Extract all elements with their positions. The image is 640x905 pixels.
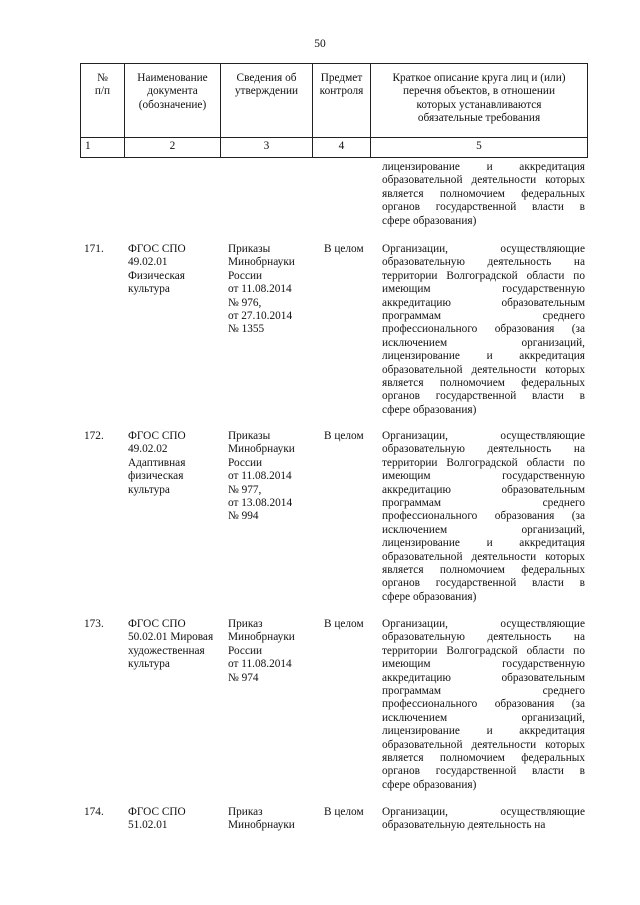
text-line: исключением организаций, (382, 523, 585, 536)
row-subject: В целом (324, 430, 364, 442)
row-number: 172. (84, 430, 104, 442)
text-line: имеющим государственную (382, 658, 585, 671)
text-line: органов государственной власти в (382, 577, 585, 590)
row-subject: В целом (324, 806, 364, 818)
page-number: 50 (314, 38, 326, 50)
text-line: Физическая (128, 269, 185, 282)
text-line: сфере образования) (382, 778, 477, 791)
text-line: 51.02.01 (128, 819, 168, 832)
row-description (382, 161, 585, 228)
text-line: сфере образования) (382, 214, 477, 227)
text-line: сфере образования) (382, 403, 477, 416)
text-line: Минобрнауки (228, 631, 295, 644)
text-line: образовательную деятельность на (382, 819, 546, 832)
header-text: утверждении (234, 85, 299, 98)
row-document (128, 618, 220, 672)
header-col-subject (312, 64, 370, 137)
text-line: № 1355 (228, 323, 265, 336)
text-line: Минобрнауки (228, 256, 295, 269)
column-number: 3 (220, 136, 312, 157)
text-line: профессионального образования (за (382, 323, 585, 336)
text-line: художественная (128, 644, 205, 657)
row-description (382, 806, 585, 833)
row-approval (228, 243, 312, 337)
header-text: обязательные требования (417, 112, 541, 125)
text-line: ФГОС СПО (128, 806, 186, 818)
header-text: п/п (94, 85, 111, 98)
text-line: Организации, осуществляющие (382, 243, 585, 255)
column-number: 4 (312, 136, 370, 157)
text-line: лицензирование и аккредитация (382, 537, 585, 550)
row-description (382, 618, 585, 792)
row-approval (228, 618, 312, 685)
header-text: документа (147, 85, 198, 98)
header-text: которых устанавливаются (416, 98, 542, 111)
text-line: территории Волгоградской области по (382, 269, 585, 282)
text-line: культура (128, 283, 170, 296)
text-line: Приказ (228, 806, 263, 818)
text-line: культура (128, 483, 170, 496)
text-line: лицензирование и аккредитация (382, 161, 585, 173)
row-description (382, 243, 585, 417)
text-line: органов государственной власти в (382, 201, 585, 214)
table-header (80, 63, 588, 138)
text-line: ФГОС СПО (128, 243, 186, 255)
text-line: лицензирование и аккредитация (382, 725, 585, 738)
text-line: профессионального образования (за (382, 698, 585, 711)
text-line: исключением организаций, (382, 711, 585, 724)
text-line: Организации, осуществляющие (382, 618, 585, 630)
text-line: территории Волгоградской области по (382, 456, 585, 469)
text-line: аккредитацию образовательным (382, 483, 585, 496)
text-line: от 27.10.2014 (228, 310, 293, 323)
header-col-number (80, 64, 124, 137)
header-text: Наименование (137, 72, 208, 84)
text-line: Минобрнауки (228, 443, 295, 456)
text-line: от 13.08.2014 (228, 497, 293, 510)
text-line: Минобрнауки (228, 819, 295, 832)
text-line: является полномочием федеральных (382, 564, 585, 577)
text-line: № 994 (228, 510, 259, 523)
text-line: образовательной деятельности которых (382, 550, 585, 563)
text-line: программам среднего (382, 685, 585, 698)
text-line: 49.02.01 (128, 256, 168, 269)
row-number: 174. (84, 806, 104, 818)
text-line: образовательную деятельность на (382, 256, 585, 269)
row-subject: В целом (324, 618, 364, 630)
text-line: программам среднего (382, 310, 585, 323)
text-line: физическая (128, 470, 184, 483)
row-subject: В целом (324, 243, 364, 255)
text-line: территории Волгоградской области по (382, 644, 585, 657)
text-line: Организации, осуществляющие (382, 430, 585, 442)
column-number: 1 (80, 136, 124, 157)
header-text: Сведения об (236, 72, 297, 84)
text-line: России (228, 644, 263, 657)
header-text: Предмет (320, 72, 363, 84)
text-line: аккредитацию образовательным (382, 296, 585, 309)
text-line: образовательную деятельность на (382, 443, 585, 456)
text-line: имеющим государственную (382, 283, 585, 296)
row-document (128, 430, 220, 497)
header-col-document (124, 64, 220, 137)
text-line: аккредитацию образовательным (382, 671, 585, 684)
row-approval (228, 430, 312, 524)
text-line: от 11.08.2014 (228, 470, 292, 483)
header-text: Краткое описание круга лиц и (или) (392, 72, 566, 84)
text-line: Организации, осуществляющие (382, 806, 585, 818)
header-col-description (370, 64, 588, 137)
column-number-row (80, 136, 588, 158)
row-document (128, 806, 220, 833)
text-line: 49.02.02 (128, 443, 168, 456)
header-text: (обозначение) (138, 98, 207, 111)
text-line: ФГОС СПО (128, 618, 186, 630)
text-line: Приказ (228, 618, 263, 630)
text-line: от 11.08.2014 (228, 658, 292, 671)
text-line: образовательной деятельности которых (382, 363, 585, 376)
text-line: России (228, 269, 263, 282)
column-number: 2 (124, 136, 220, 157)
text-line: № 974 (228, 671, 259, 684)
text-line: профессионального образования (за (382, 510, 585, 523)
text-line: является полномочием федеральных (382, 752, 585, 765)
text-line: исключением организаций, (382, 336, 585, 349)
text-line: № 976, (228, 296, 262, 309)
text-line: Приказы (228, 430, 271, 442)
text-line: образовательную деятельность на (382, 631, 585, 644)
text-line: от 11.08.2014 (228, 283, 292, 296)
row-description (382, 430, 585, 604)
text-line: сфере образования) (382, 590, 477, 603)
column-number: 5 (370, 136, 588, 157)
text-line: является полномочием федеральных (382, 187, 585, 200)
header-text: перечня объектов, в отношении (402, 85, 556, 98)
text-line: культура (128, 658, 170, 671)
text-line: ФГОС СПО (128, 430, 186, 442)
text-line: 50.02.01 Мировая (128, 631, 214, 644)
text-line: России (228, 456, 263, 469)
row-number: 171. (84, 243, 104, 255)
text-line: Приказы (228, 243, 271, 255)
header-text: контроля (319, 85, 364, 98)
text-line: образовательной деятельности которых (382, 738, 585, 751)
text-line: образовательной деятельности которых (382, 174, 585, 187)
text-line: имеющим государственную (382, 470, 585, 483)
text-line: является полномочием федеральных (382, 377, 585, 390)
text-line: программам среднего (382, 497, 585, 510)
header-col-approval (220, 64, 312, 137)
text-line: Адаптивная (128, 456, 186, 469)
row-document (128, 243, 220, 297)
row-approval (228, 806, 312, 833)
text-line: органов государственной власти в (382, 765, 585, 778)
header-text: № (97, 72, 108, 84)
row-number: 173. (84, 618, 104, 630)
text-line: лицензирование и аккредитация (382, 350, 585, 363)
text-line: органов государственной власти в (382, 390, 585, 403)
text-line: № 977, (228, 483, 262, 496)
